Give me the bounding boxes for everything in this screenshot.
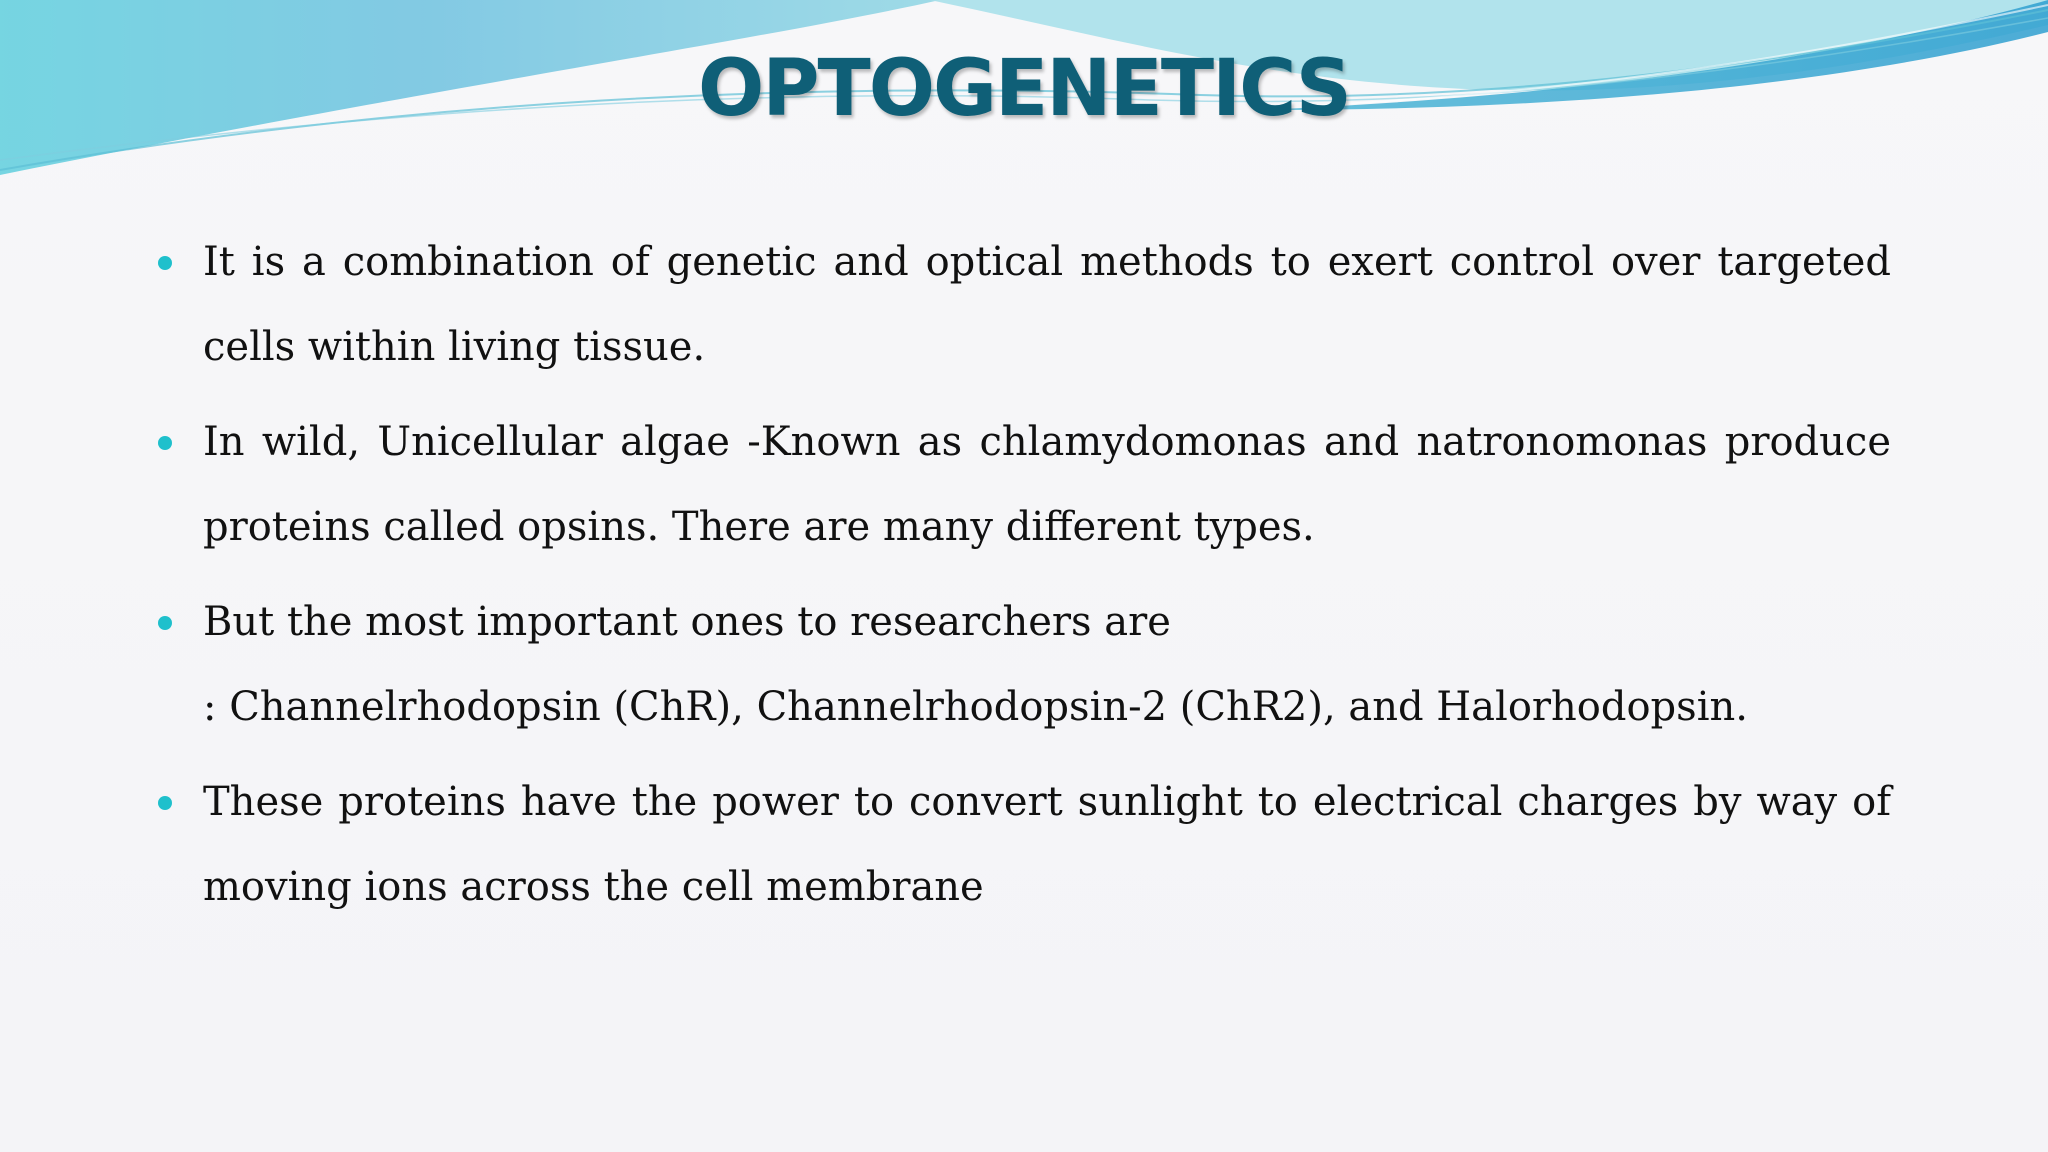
bullet-item-3 (158, 580, 1891, 750)
bullet-text-line-2: : Channelrhodopsin (ChR), Channelrhodopsin-2 (ChR2), and Halorhodopsin. (203, 684, 1748, 730)
bullet-item-1 (158, 220, 1891, 390)
bullet-text-line-1: But the most important ones to researchers are (203, 599, 1171, 645)
slide-title: OPTOGENETICS (698, 44, 1350, 134)
bullet-text: In wild, Unicellular algae -Known as chlamydomonas and natronomonas produce proteins called opsins. There are many different types. (203, 419, 1891, 550)
bullet-item-2 (158, 400, 1891, 570)
bullet-dot-icon (158, 256, 172, 270)
bullet-dot-icon (158, 796, 172, 810)
bullet-dot-icon (158, 616, 172, 630)
bullet-text: These proteins have the power to convert sunlight to electrical charges by way of moving ions across the cell membrane (203, 779, 1891, 910)
bullet-dot-icon (158, 436, 172, 450)
bullet-text: It is a combination of genetic and optical methods to exert control over targeted cells within living tissue. (203, 239, 1891, 370)
bullet-item-4 (158, 760, 1891, 930)
bullet-list (158, 220, 1891, 940)
